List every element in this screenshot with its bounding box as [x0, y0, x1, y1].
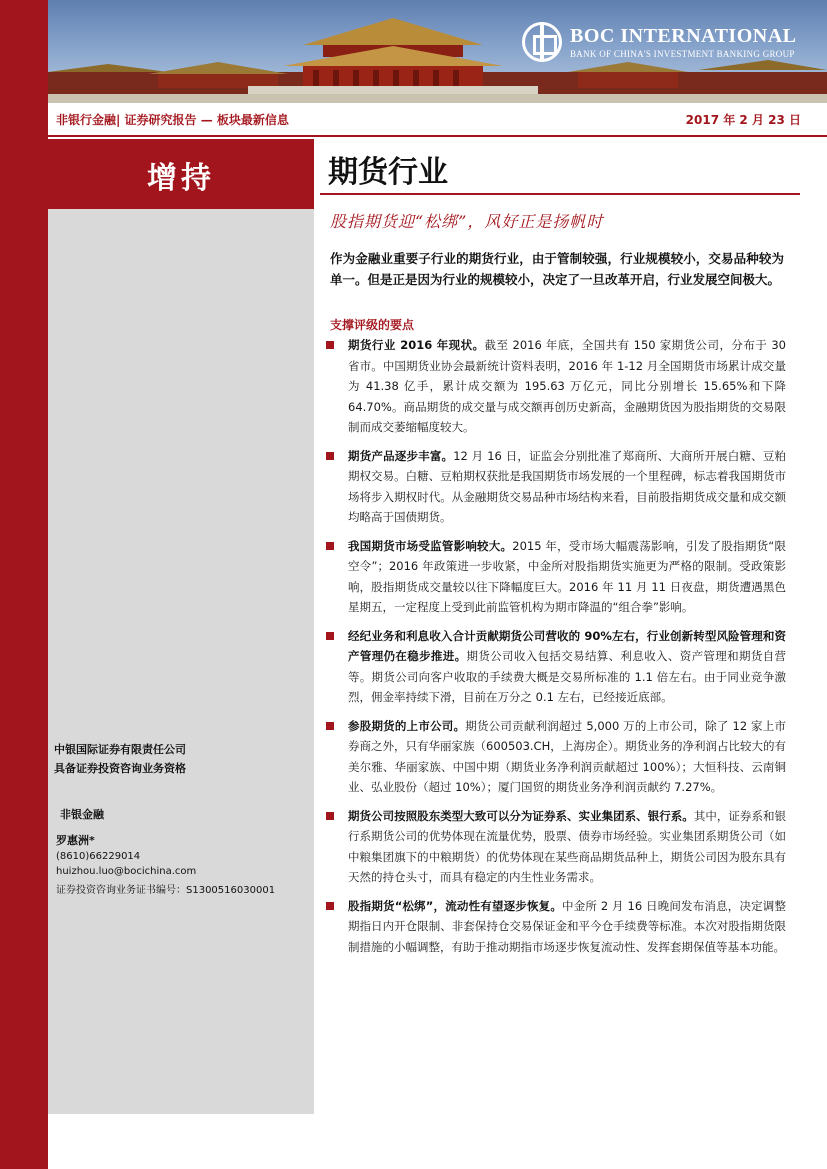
boc-international-logo: [522, 22, 797, 62]
boc-logo-icon: [522, 22, 562, 62]
bullet-square-icon: [326, 812, 334, 820]
list-item: [326, 335, 786, 438]
bullet-lead: 经纪业务和利息收入合计贡献期货公司营收的 90%左右，行业创新转型风险管理和资产管理仍在稳步推进。: [348, 628, 786, 663]
bullet-text: 中金所 2 月 16 日晚间发布消息，决定调整期指日内开仓限制、非套保持仓交易保证金和平今仓手续费等标准。本次对股指期货限制措施的小幅调整，有助于推动期指市场逐步恢复流动性、发挥套期保值等基本功能。: [348, 898, 786, 954]
page-subtitle: 股指期货迎“松绑”，风好正是扬帆时: [330, 212, 604, 231]
report-category: 非银行金融| 证券研究报告 — 板块最新信息: [56, 113, 289, 127]
list-item: [326, 896, 786, 958]
firm-qualification: 具备证券投资咨询业务资格: [54, 762, 186, 775]
bullet-text: 期货公司贡献利润超过 5,000 万的上市公司，除了 12 家上市券商之外，只有华丽家族（600503.CH，上海房企）。期货业务的净利润占比较大的有美尔雅、华丽家族、中国中期（期货业务净利润贡献超过 100%）；大恒科技、云南铜业、弘业股份（超过 10%）；厦门国贸的期货业务净利润贡献约 7.27%。: [348, 718, 786, 794]
bullet-square-icon: [326, 542, 334, 550]
category-row: [48, 103, 827, 137]
logo-subtitle: BANK OF CHINA'S INVESTMENT BANKING GROUP: [570, 49, 795, 59]
firm-name: 中银国际证券有限责任公司: [54, 743, 186, 756]
bullet-lead: 股指期货“松绑”，流动性有望逐步恢复。: [348, 898, 563, 913]
firm-info: [54, 740, 186, 778]
bullet-square-icon: [326, 632, 334, 640]
list-item: [326, 626, 786, 708]
list-item: [326, 536, 786, 618]
bullet-text: 其中，证券系和银行系期货公司的优势体现在流量优势，股票、债券市场经验。实业集团系期货公司（如中粮集团旗下的中粮期货）的优势体现在某些商品期货品种上，期货公司因为股东具有天然的持仓头寸，而具有稳定的内生性业务需求。: [348, 808, 787, 884]
rating-box: [48, 139, 314, 209]
bullet-text: 期货公司收入包括交易结算、利息收入、资产管理和期货自营等。期货公司向客户收取的手续费大概是交易所标准的 1.1 倍左右。由于同业竞争激烈，佣金率持续下滑，目前在万分之 0.1 左右，已经接近底部。: [348, 649, 787, 704]
bullet-lead: 期货行业 2016 年现状。: [348, 338, 485, 352]
bullet-text: 2015 年，受市场大幅震荡影响，引发了股指期货“限空令”；2016 年政策进一步收紧，中金所对股指期货实施更为严格的限制。受政策影响，股指期货成交量较以往下降幅度巨大。2016 年 11 月 11 日夜盘，期货遭遇黑色星期五，一定程度上受到此前监管机构为期市降温的“组合拳”影响。: [348, 538, 786, 614]
bullet-square-icon: [326, 722, 334, 730]
list-item: [326, 716, 786, 798]
left-accent-bar: [0, 0, 48, 1169]
bullet-square-icon: [326, 902, 334, 910]
bullet-lead: 期货公司按照股东类型大致可以分为证券系、实业集团系、银行系。: [348, 808, 694, 823]
report-date: 2017 年 2 月 23 日: [685, 113, 801, 127]
rating-label: 增持: [147, 161, 215, 196]
sector-label: 非银金融: [60, 808, 104, 821]
header-banner: [48, 0, 827, 103]
page-title: 期货行业: [328, 155, 448, 190]
analyst-email[interactable]: huizhou.luo@bocichina.com: [56, 866, 197, 877]
left-sidebar: [48, 139, 314, 1114]
logo-name: BOC INTERNATIONAL: [570, 25, 797, 47]
analyst-license: 证券投资咨询业务证书编号：S1300516030001: [56, 885, 276, 896]
key-points-list: [326, 335, 786, 965]
bullet-square-icon: [326, 341, 334, 349]
key-points-heading: 支撑评级的要点: [330, 318, 415, 332]
title-divider: [320, 193, 800, 195]
list-item: [326, 446, 786, 528]
bullet-lead: 我国期货市场受监管影响较大。: [348, 538, 513, 553]
bullet-text: 截至 2016 年底，全国共有 150 家期货公司，分布于 30 省市。中国期货业协会最新统计资料表明，2016 年 1-12 月全国期货市场累计成交量为 41.38 亿手，累计成交额为 195.63 万亿元，同比分别增长 15.65%和下降 64.70%。商品期货的成交量与成交额再创历史新高，金融期货因为股指期货的交易限制而成交萎缩幅度较大。: [348, 338, 786, 434]
summary-paragraph: 作为金融业重要子行业的期货行业，由于管制较强，行业规模较小，交易品种较为单一。但是正是因为行业的规模较小，决定了一旦改革开启，行业发展空间极大。: [330, 251, 784, 287]
bullet-square-icon: [326, 452, 334, 460]
analyst-phone: (8610)66229014: [56, 851, 141, 862]
analyst-name: 罗惠洲*: [56, 834, 95, 847]
bullet-lead: 期货产品逐步丰富。: [348, 448, 454, 463]
bullet-lead: 参股期货的上市公司。: [348, 718, 466, 733]
bullet-text: 12 月 16 日，证监会分别批准了郑商所、大商所开展白糖、豆粕期权交易。白糖、豆粕期权获批是我国期货市场发展的一个里程碑，标志着我国期货市场将步入期权时代。从金融期货交易品种市场结构来看，目前股指期货成交量和成交额均略高于国债期货。: [348, 448, 787, 524]
list-item: [326, 806, 786, 888]
